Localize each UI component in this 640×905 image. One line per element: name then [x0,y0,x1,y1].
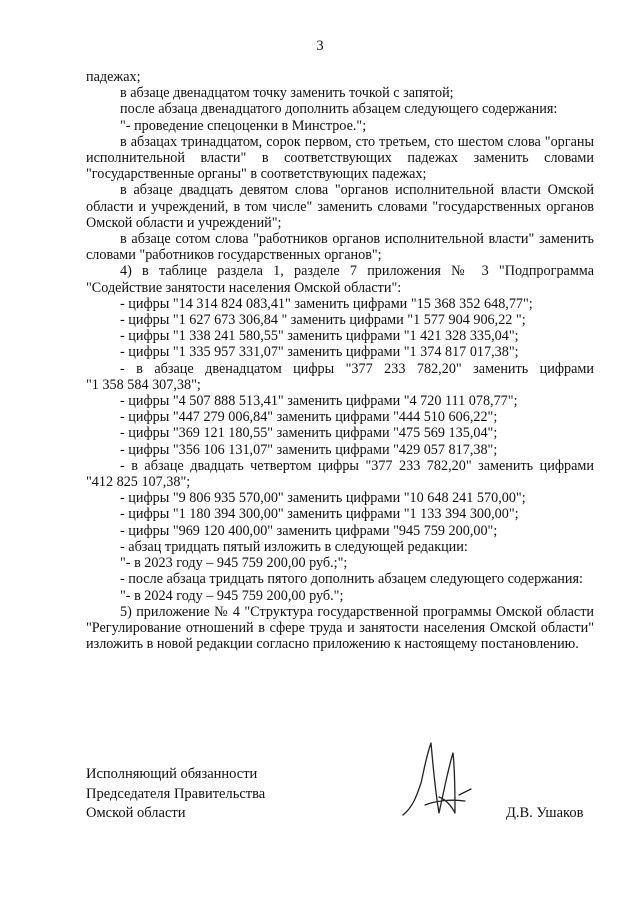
paragraph: в абзаце двенадцатом точку заменить точкой с запятой; [120,85,454,102]
paragraph: - в абзаце двадцать четвертом цифры "377 233 782,20" заменить цифрами "412 825 107,38"; [86,457,594,491]
paragraph-line: - в абзаце двенадцатом цифры "377 233 782,20" заменить цифрами [120,360,594,377]
paragraph: - абзац тридцать пятый изложить в следующей редакции: [120,538,468,555]
paragraph: 4) в таблице раздела 1, разделе 7 приложения № 3 "Подпрограмма "Содействие занятости населения Омской области": [86,263,594,296]
paragraph: в абзацах тринадцатом, сорок первом, сто третьем, сто шестом слова "органы исполнительной власти" в соответствующих падежах заменить словами "государственные органы" в соответствующих падежах; [86,133,594,183]
paragraph: падежах; [86,69,141,85]
paragraph: - цифры "1 335 957 331,07" заменить цифрами "1 374 817 017,38"; [120,344,519,361]
document-body [86,69,594,652]
signatory-name: Д.В. Ушаков [506,805,584,821]
signatory-title-line-3: Омской области [86,805,186,821]
paragraph: - цифры "356 106 131,07" заменить цифрами "429 057 817,38"; [120,441,498,458]
paragraph: - цифры "4 507 888 513,41" заменить цифрами "4 720 111 078,77"; [120,393,518,410]
signatory-title-line-1: Исполняющий обязанности [86,766,258,782]
paragraph: - цифры "369 121 180,55" заменить цифрами "475 569 135,04"; [120,425,498,442]
paragraph: - после абзаца тридцать пятого дополнить абзацем следующего содержания: [120,571,583,588]
signatory-title-line-2: Председателя Правительства [86,785,266,802]
paragraph: - цифры "969 120 400,00" заменить цифрами "945 759 200,00"; [120,522,498,539]
paragraph: "- проведение спецоценки в Минстрое."; [120,117,367,134]
paragraph: - цифры "1 338 241 580,55" заменить цифрами "1 421 328 335,04"; [120,328,519,345]
paragraph: в абзаце двадцать девятом слова "органов исполнительной власти Омской области и учреждений, в том числе" заменить словами "государственных органов Омской области и учреждений"; [86,182,594,231]
paragraph: после абзаца двенадцатого дополнить абзацем следующего содержания: [120,101,558,118]
paragraph: - цифры "1 627 673 306,84 " заменить цифрами "1 577 904 906,22 "; [120,312,526,329]
page-number: 3 [316,38,324,54]
paragraph: "- в 2023 году – 945 759 200,00 руб.;"; [120,555,348,572]
paragraph-line: "1 358 584 307,38"; [86,376,201,393]
paragraph [86,361,594,393]
paragraph: - цифры "9 806 935 570,00" заменить цифрами "10 648 241 570,00"; [120,490,526,507]
paragraph: в абзаце сотом слова "работников органов исполнительной власти" заменить словами "работников государственных органов"; [86,231,594,264]
signature-block [86,765,265,824]
paragraph: "- в 2024 году – 945 759 200,00 руб."; [120,587,344,604]
handwritten-signature [395,735,485,825]
paragraph: 5) приложение № 4 "Структура государственной программы Омской области "Регулирование отношений в сфере труда и занятости населения Омской области" изложить в новой редакции согласно приложению к настоящему постановлению. [86,603,594,653]
paragraph: - цифры "14 314 824 083,41" заменить цифрами "15 368 352 648,77"; [120,295,533,312]
paragraph: - цифры "1 180 394 300,00" заменить цифрами "1 133 394 300,00"; [120,506,519,523]
paragraph: - цифры "447 279 006,84" заменить цифрами "444 510 606,22"; [120,409,498,426]
